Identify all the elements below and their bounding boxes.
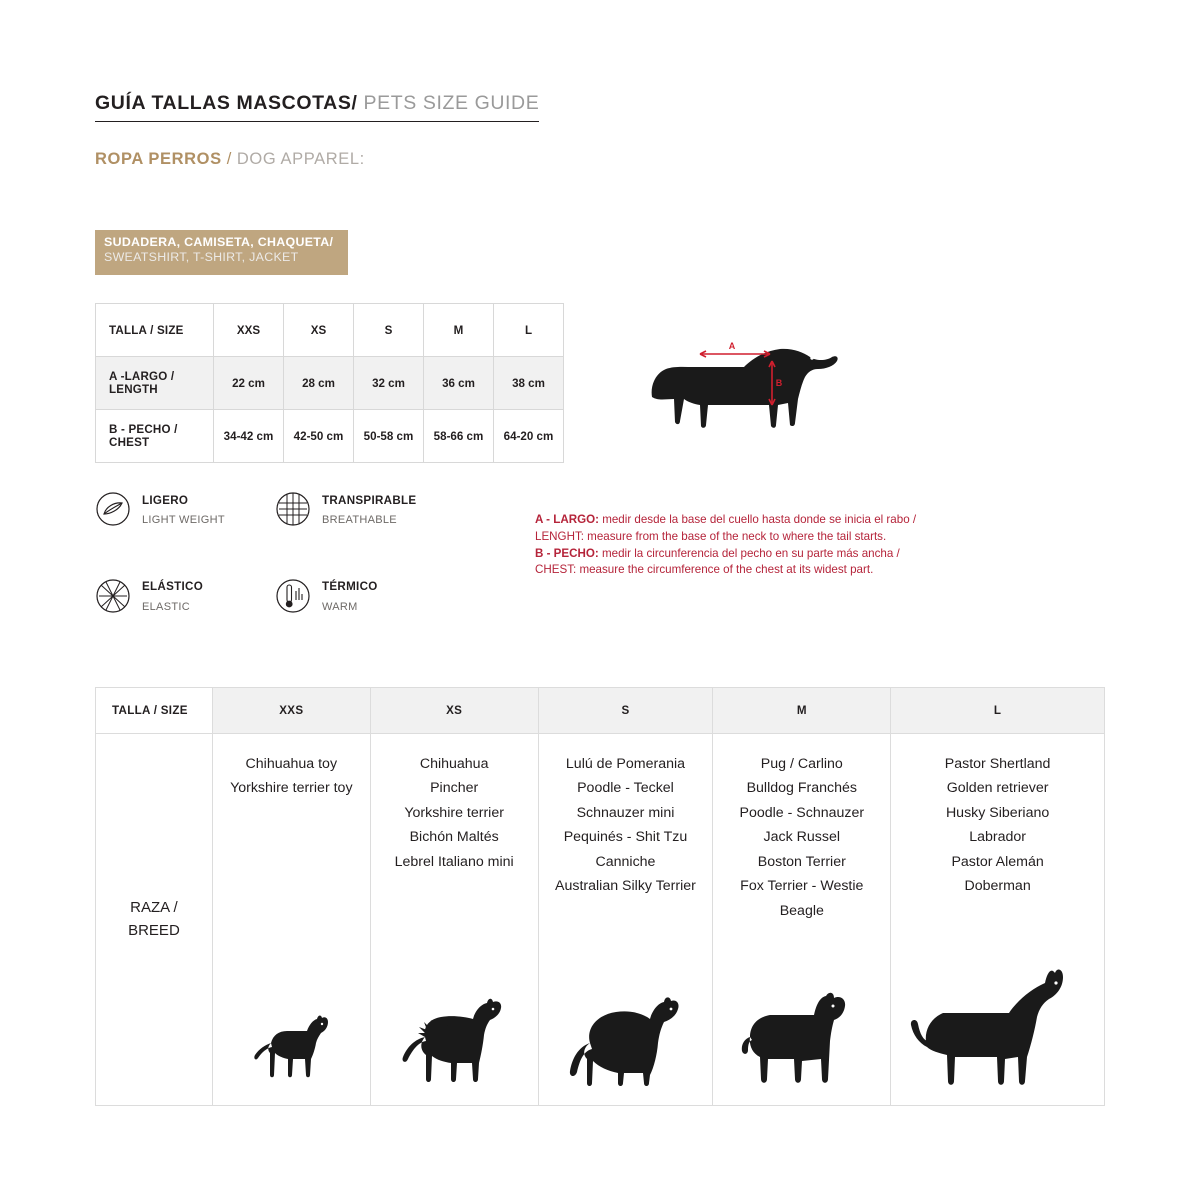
breed-cell-xxs [212, 734, 370, 1106]
note-chest-en: CHEST: measure the circumference of the chest at its widest part. [535, 563, 874, 577]
breed-row-label-line1: RAZA / [130, 899, 178, 916]
page-subtitle-separator: / [226, 150, 232, 168]
page-title-en: PETS SIZE GUIDE [363, 92, 540, 114]
feature-light-weight [95, 490, 275, 528]
list-item: Bichón Maltés [409, 829, 499, 846]
chest-xxs: 34-42 cm [214, 410, 284, 463]
breed-header-l: L [891, 688, 1105, 734]
spitz-silhouette [539, 989, 713, 1091]
list-item: Beagle [779, 902, 824, 919]
length-m: 36 cm [424, 357, 494, 410]
measurements-header-xs: XS [284, 304, 354, 357]
measuring-instructions [535, 512, 965, 579]
chest-xs: 42-50 cm [284, 410, 354, 463]
page-title-es: GUÍA TALLAS MASCOTAS/ [95, 92, 358, 114]
breed-header-xs: XS [370, 688, 538, 734]
feature-elastic-text [142, 576, 203, 614]
breed-row-label-line2: BREED [128, 921, 180, 939]
list-item: Canniche [595, 853, 656, 870]
feature-warm [275, 576, 475, 614]
list-item: Australian Silky Terrier [555, 878, 696, 895]
length-xs: 28 cm [284, 357, 354, 410]
list-item: Doberman [964, 878, 1031, 895]
list-item: Poodle - Schnauzer [739, 804, 865, 821]
feature-warm-text [322, 576, 378, 614]
table-row-breeds [96, 734, 1105, 1106]
pomeranian-small-silhouette [371, 991, 538, 1091]
feature-light-weight-text [142, 490, 225, 528]
breed-list-xs [377, 752, 532, 874]
note-chest-text: medir la circunferencia del pecho en su parte más ancha / [598, 546, 900, 560]
breed-list-l [897, 752, 1098, 899]
note-length-label: A - LARGO: [535, 513, 599, 526]
breed-header-m: M [713, 688, 891, 734]
note-chest-label: B - PECHO: [535, 546, 599, 560]
fabric-features [95, 490, 515, 615]
measurement-diagram [640, 325, 850, 445]
elastic-icon [95, 578, 131, 614]
breed-list-xxs [219, 752, 364, 801]
feature-warm-es: TÉRMICO [322, 580, 378, 594]
measurements-header-l: L [494, 304, 564, 357]
list-item: Golden retriever [946, 780, 1049, 797]
length-l: 38 cm [494, 357, 564, 410]
list-item: Bulldog Franchés [746, 780, 857, 797]
breed-list-s [545, 752, 707, 899]
breed-cell-m [713, 734, 891, 1106]
feature-breathable-en: BREATHABLE [322, 514, 397, 527]
page-title [95, 92, 539, 122]
garment-type-es: SUDADERA, CAMISETA, CHAQUETA/ [104, 235, 334, 249]
table-row-header [96, 304, 564, 357]
list-item: Chihuahua toy [245, 756, 338, 772]
note-length-en: LENGHT: measure from the base of the neck to where the tail starts. [535, 529, 887, 543]
list-item: Pastor Alemán [951, 853, 1044, 870]
bulldog-silhouette [713, 989, 890, 1091]
breed-row-label [96, 734, 213, 1106]
chest-m: 58-66 cm [424, 410, 494, 463]
list-item: Chihuahua [419, 756, 489, 772]
row-label-length: A -LARGO / LENGTH [96, 357, 214, 410]
table-row-length [96, 357, 564, 410]
page-subtitle-en: DOG APPAREL: [236, 150, 365, 168]
chest-l: 64-20 cm [494, 410, 564, 463]
page-subtitle-es: ROPA PERROS [95, 150, 222, 168]
list-item: Pequinés - Shit Tzu [563, 829, 688, 846]
list-item: Pug / Carlino [760, 756, 843, 772]
breed-header-xxs: XXS [212, 688, 370, 734]
breed-table [95, 687, 1105, 1106]
note-length-es [535, 512, 965, 529]
chihuahua-silhouette [213, 1009, 370, 1091]
svg-text:A: A [728, 341, 736, 351]
list-item: Labrador [969, 829, 1026, 846]
feature-breathable-es: TRANSPIRABLE [322, 494, 417, 507]
list-item: Jack Russel [763, 829, 841, 846]
measurements-header-xxs: XXS [214, 304, 284, 357]
feature-elastic-es: ELÁSTICO [142, 580, 204, 594]
table-row-header [96, 688, 1105, 734]
list-item: Pincher [430, 780, 479, 797]
breed-header-s: S [538, 688, 713, 734]
feature-breathable [275, 490, 475, 528]
measurements-header-m: M [424, 304, 494, 357]
breed-header-size: TALLA / SIZE [96, 688, 213, 734]
feature-elastic [95, 576, 275, 614]
list-item: Yorkshire terrier toy [230, 780, 353, 797]
list-item: Husky Siberiano [945, 804, 1050, 821]
length-s: 32 cm [354, 357, 424, 410]
garment-type-banner [95, 230, 348, 275]
list-item: Pastor Shertland [944, 756, 1051, 772]
breed-cell-xs [370, 734, 538, 1106]
list-item: Boston Terrier [757, 853, 846, 870]
feature-elastic-en: ELASTIC [142, 600, 190, 613]
feature-light-weight-en: LIGHT WEIGHT [142, 514, 225, 527]
length-xxs: 22 cm [214, 357, 284, 410]
feature-light-weight-es: LIGERO [142, 494, 189, 507]
breed-cell-l [891, 734, 1105, 1106]
list-item: Fox Terrier - Westie [740, 878, 864, 895]
measurements-header-size: TALLA / SIZE [96, 304, 214, 357]
note-chest-es [535, 546, 965, 563]
measurements-table [95, 303, 564, 463]
feature-breathable-text [322, 490, 416, 528]
svg-text:B: B [775, 378, 783, 388]
garment-type-en: SWEATSHIRT, T-SHIRT, JACKET [104, 249, 299, 264]
thermometer-icon [275, 578, 311, 614]
list-item: Yorkshire terrier [404, 804, 504, 821]
breed-list-m [719, 752, 884, 923]
mesh-breathable-icon [275, 491, 311, 527]
chest-s: 50-58 cm [354, 410, 424, 463]
page-subtitle [95, 150, 365, 169]
list-item: Lulú de Pomerania [565, 756, 686, 772]
table-row-chest [96, 410, 564, 463]
list-item: Schnauzer mini [576, 804, 675, 821]
list-item: Lebrel Italiano mini [394, 853, 514, 870]
list-item: Poodle - Teckel [577, 780, 674, 797]
doberman-silhouette [891, 965, 1104, 1091]
measurements-header-s: S [354, 304, 424, 357]
note-length-text: medir desde la base del cuello hasta donde se inicia el rabo / [598, 513, 917, 526]
feather-icon [95, 491, 131, 527]
row-label-chest: B - PECHO / CHEST [96, 410, 214, 463]
breed-cell-s [538, 734, 713, 1106]
feature-warm-en: WARM [322, 600, 358, 613]
